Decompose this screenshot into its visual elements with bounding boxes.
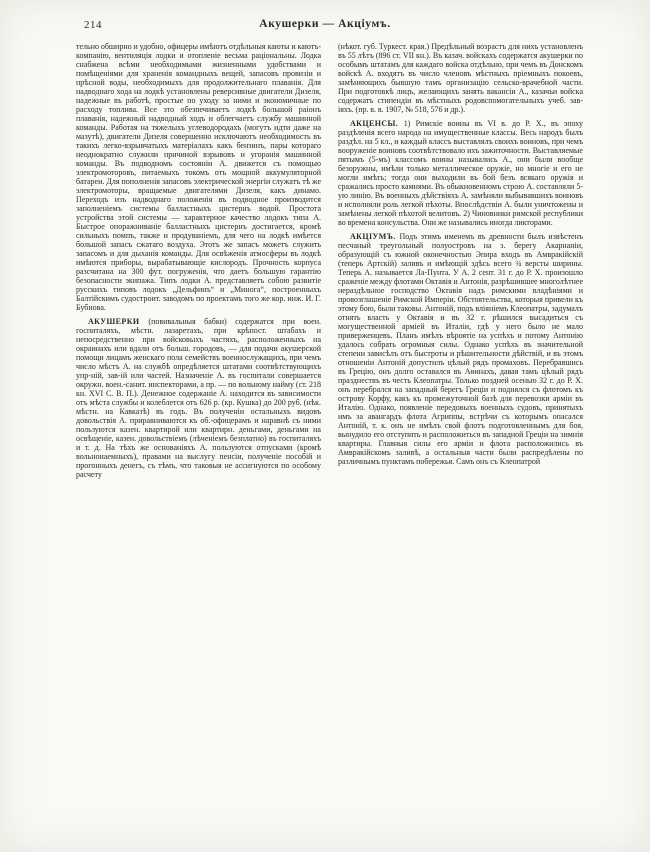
page-number: 214 <box>84 19 102 31</box>
continuation-paragraph: тельно обширно и удобно, офицеры имѣютъ отдѣльныя каюты и каютъ-компанію, вентиляція лодки и отопленіе весьма раціональны. Лодка снабжена всѣми необходимыми жизненными удобствами и помѣщеніями для храненія командныхъ вещей, запасовъ провизіи и прѣсной воды, необходимыхъ для продолжительнаго плаванія. Для надводнаго хода на лодкѣ установлены реверсивные двигатели Дизеля, надежные въ работѣ, простые по уходу за ними и экономичные по расходу топлива. Все это обезпечиваетъ лодкѣ большой раіонъ плаванія, надежный надводный ходъ и облегчаетъ службу машинной команды. Работая на тяжелыхъ углеводородахъ (могутъ идти даже на мазутѣ), двигатели Дизеля совершенно исключаютъ необходимость въ такихъ легко-взрывчатыхъ матеріалахъ какъ бензинъ, пары котораго неоднократно служили причиной взрывовъ и угоранія машинной команды. Въ подводномъ состояніи А. движется съ помощью электромоторовъ, питаемыхъ токомъ отъ мощной аккумуляторной батареи. Для пополненія запасовъ электрической энергіи служатъ тѣ же электромоторы, вращаемые двигателями Дизеля, какъ динамо. Переходъ изъ надводнаго положенія въ подводное производится заполненіемъ системы балластныхъ цистернъ водой. Простота устройства этой системы — характерное качество лодокъ типа А. Быстрое опоражниваніе балластныхъ цистернъ достигается, кромѣ сильныхъ помпъ, также и продуваніемъ, для чего на лодкѣ имѣется большой запасъ сжатаго воздуха. Этотъ же запасъ можетъ служить запасомъ и для дыханія команды. Для освѣженія атмосферы въ лодкѣ имѣются приборы, вырабатывающіе кислородъ. Прочность корпуса разсчитана на 300 фут. погруженія, что даетъ большую гарантію безопасности экипажа. Типъ лодки А. представляетъ собою развитіе русскихъ типовъ лодокъ „Дельфинъ“ и „Минога“, построенныхъ Балтійскимъ судостроит. заводомъ по проектамъ того же кор. инж. И. Г. Бубнова. <box>76 42 321 312</box>
running-header: Акушерки — Акціумъ. <box>259 18 391 30</box>
right-column <box>338 42 583 479</box>
continuation-paragraph: (нѣкот. губ. Туркест. края.) Предѣльный возрастъ для нихъ установленъ въ 55 лѣтъ (896 ст. VII кн.). Въ казач. войскахъ содержатся акушерки по особымъ штатамъ для каждаго войска отдѣльно, при чемъ въ Донскомъ войскѣ А. входятъ въ число членовъ мѣстныхъ пріемныхъ покоевъ, замѣняющихъ бывшую тамъ организацію сельско-врачебной части. При подготовкѣ лицъ, желающихъ занять вакансіи А., казачьи войска содержатъ стипендіи въ мѣстныхъ родовспомогательныхъ учеб. зав-іяхъ. (пр. в. в. 1907, № 518, 576 и др.). <box>338 42 583 114</box>
entry-term: АКЦІУМЪ. <box>350 232 400 241</box>
entry-paragraph: АКУШЕРКИ (повивальныя бабки) содержатся при воен. госпиталяхъ, мѣстн. лазаретахъ, при крѣпост. штабахъ и непосредственно при войсковыхъ частяхъ, расположенныхъ на окраинахъ или вдали отъ больш. городовъ, — для подачи акушерской помощи лицамъ женскаго пола семействъ военнослужащихъ, при чемъ число мѣстъ А. на службѣ опредѣляется штатами соотвѣтствующихъ упр-ній, зав-ій или частей. Назначеніе А. въ госпитали совершается окружн. воен.-санит. инспекторами, а пр. — по вольному найму (ст. 218 кн. XVI С. В. П.). Денежное содержаніе А. находится въ зависимости отъ мѣста службы и колеблется отъ 626 р. (кр. Кушка) до 200 руб. (нѣк. мѣстн. на Кавказѣ) въ годъ. Въ полученіи остальныхъ видовъ довольствія А. приравниваются къ об.-офицерамъ и наравнѣ съ ними пользуются казен. квартирой или квартирн. деньгами, деньгами на освѣщеніе, казен. довольствіемъ (лѣченіемъ безплатно) въ госпиталяхъ и т. д. На тѣхъ же основаніяхъ А. пользуются отпусками (кромѣ вольнонаемныхъ), правами на выслугу пенсіи, полученіе пособій и прогонныхъ денегъ, съ тѣмъ, что таковыя не ассигнуются по особому расчету <box>76 317 321 479</box>
entry-term: АКЦЕНСЫ. <box>350 119 404 128</box>
entry-term: АКУШЕРКИ <box>88 317 149 326</box>
left-column <box>76 42 321 479</box>
page-header <box>0 0 650 31</box>
entry-paragraph: АКЦЕНСЫ. 1) Римскіе воины въ VI в. до Р. Х., въ эпоху раздѣленія всего народа на имущественные классы. Весь народъ былъ раздѣл. на 5 кл., и каждый классъ выставлялъ своихъ воиновъ, при чемъ вооруженіе воиновъ соотвѣтствовало ихъ зажиточности. Выставляемые пятымъ (5-мъ) классомъ воины назывались А., они были вообще безоружны, имѣли только металлическое оружіе, но многіе и его не могли имѣть; тогда они выходили въ бой безъ всякаго оружія и сражались просто камнями. Въ обыкновенномъ строю А. составляли 5-ую линію. Въ военныхъ дѣйствіяхъ А. замѣняли выбывавшихъ воиновъ и исполняли роль легкой пѣхоты. Впослѣдствіи А. были уничтожены и замѣнены легкой пѣхотой велитовъ. 2) Чиновники римской республики во времена консульства. Они же назывались иногда ликторами. <box>338 119 583 227</box>
text-columns <box>0 28 650 479</box>
entry-paragraph: АКЦІУМЪ. Подъ этимъ именемъ въ древности былъ извѣстенъ песчаный треугольный полуостровъ на з. берегу Акарнаніи, образующій съ южной оконечностью Эпира входъ въ Амвракійскій (теперь Артскій) заливъ и имѣющій здѣсь всего ¾ версты ширины. Теперь А. называется Ла-Пунта. У А. 2 сент. 31 г. до Р. Х. произошло сраженіе между флотами Октавія и Антонія, разрѣшившее многолѣтнее нераздѣльное господство Октавія надъ римскими владѣніями и провозглашеніе Римской Имперіи. Обстоятельства, которыя привели къ этому бою, были таковы. Антоній, подъ вліяніемъ Клеопатры, задумалъ отнять власть у Октавія и въ 32 г. рѣшился высадиться съ могущественной арміей въ Италіи, гдѣ у него было не мало приверженцевъ. Планъ имѣлъ вѣроятіе на успѣхъ и потому Антонію удалось собрать огромныя силы. Однако успѣхъ въ значительной степени зависѣлъ отъ быстроты и рѣшительности дѣйствій, и въ этомъ отношеніи Антоній допустилъ цѣлый рядъ промаховъ. Перебравшись въ Грецію, онъ долго оставался въ Аѳинахъ, давая тамъ цѣлый рядъ празднествъ въ честь Клеопатры. Только поздней осенью 32 г. до Р. Х. онъ перебрался на западный берегъ Греціи и поднялся съ флотомъ къ острову Корфу, какъ къ промежуточной базѣ для перевозки арміи въ Италію. Однако, появленіе передовыхъ военныхъ судовъ, принятыхъ имъ за авангардъ флота Агриппы, встрѣчи съ которымъ опасался Антоній, т. к. онъ не имѣлъ свой флотъ подготовленнымъ для боя, вынудило его отступить и расположиться въ западной Греціи на зимнія квартиры. Главныя силы его арміи и флота расположились въ Амвракійскомъ заливѣ, а остальныя части были распредѣлены по различнымъ пунктамъ побережья. Самъ онъ съ Клеопатрой <box>338 232 583 466</box>
